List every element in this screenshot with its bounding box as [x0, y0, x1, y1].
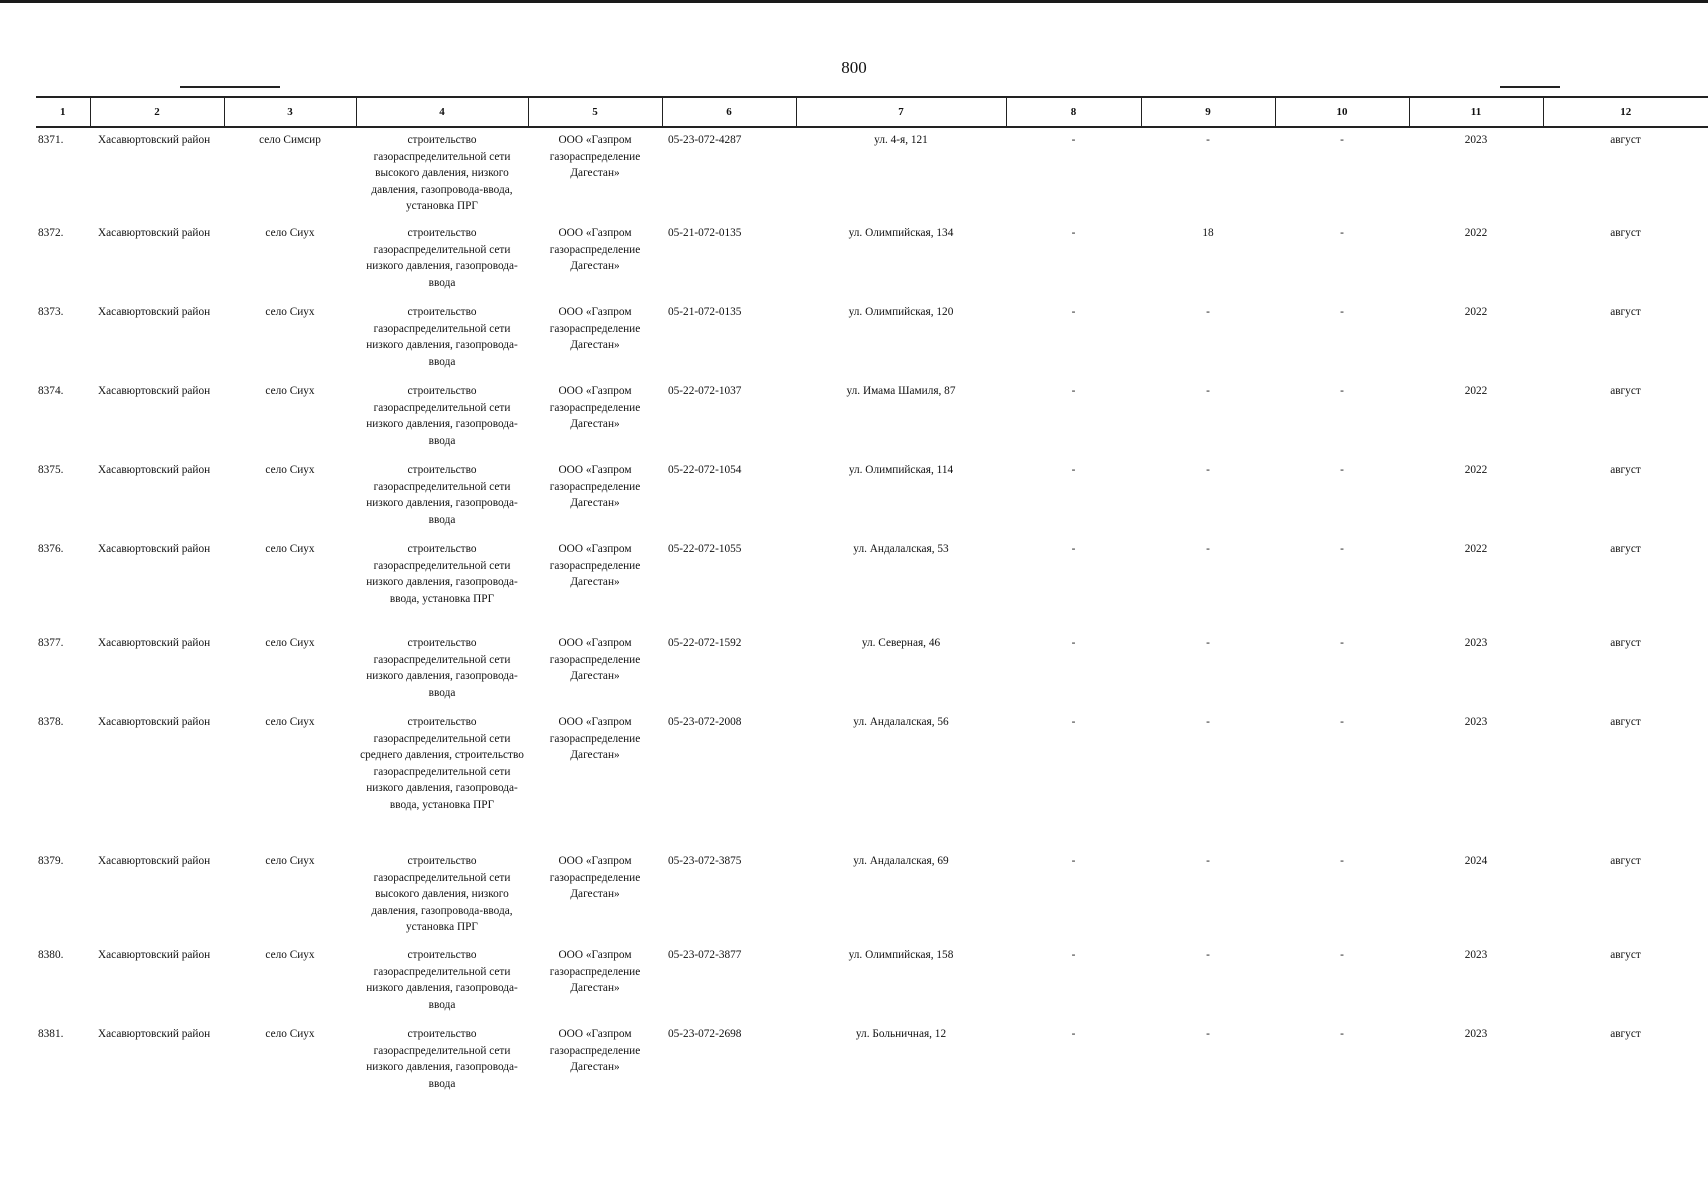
- column-9-cell: -: [1206, 855, 1210, 867]
- work-description-cell: строительство газораспределительной сети низкого давления, газопровода-ввода: [366, 227, 518, 289]
- settlement-cell: село Сиух: [265, 949, 315, 961]
- month-cell: август: [1610, 949, 1641, 961]
- column-10-cell: -: [1340, 716, 1344, 728]
- column-header: 5: [528, 97, 662, 127]
- year-cell: 2023: [1464, 637, 1488, 649]
- year-cell: 2022: [1464, 227, 1488, 239]
- column-header: 8: [1006, 97, 1141, 127]
- column-9-cell: -: [1206, 134, 1210, 146]
- organization-cell: ООО «Газпром газораспределение Дагестан»: [549, 949, 641, 994]
- column-10-cell: -: [1340, 227, 1344, 239]
- row-number: 8371.: [38, 134, 64, 146]
- address-cell: ул. Андалалская, 69: [853, 855, 949, 867]
- column-number-header: [36, 97, 1708, 127]
- code-cell: 05-22-072-1592: [668, 637, 742, 649]
- column-9-cell: -: [1206, 543, 1210, 555]
- code-cell: 05-23-072-2008: [668, 716, 742, 728]
- column-10-cell: -: [1340, 855, 1344, 867]
- table-row: [36, 710, 1708, 849]
- column-10-cell: -: [1340, 306, 1344, 318]
- work-description-cell: строительство газораспределительной сети низкого давления, газопровода-ввода, установка ПРГ: [366, 543, 518, 605]
- work-description-cell: строительство газораспределительной сети среднего давления, строительство газораспределительной сети низкого давления, газопровода-ввода, установка ПРГ: [360, 716, 524, 811]
- code-cell: 05-22-072-1054: [668, 464, 742, 476]
- row-number: 8373.: [38, 306, 64, 318]
- column-9-cell: -: [1206, 1028, 1210, 1040]
- register-table: [36, 96, 1708, 1106]
- table-row: [36, 300, 1708, 379]
- row-number: 8374.: [38, 385, 64, 397]
- district-cell: Хасавюртовский район: [98, 227, 211, 239]
- year-cell: 2024: [1464, 855, 1488, 867]
- column-9-cell: -: [1206, 385, 1210, 397]
- district-cell: Хасавюртовский район: [98, 716, 211, 728]
- district-cell: Хасавюртовский район: [98, 134, 211, 146]
- settlement-cell: село Сиух: [265, 543, 315, 555]
- column-9-cell: -: [1206, 949, 1210, 961]
- code-cell: 05-23-072-2698: [668, 1028, 742, 1040]
- district-cell: Хасавюртовский район: [98, 385, 211, 397]
- column-9-cell: 18: [1202, 227, 1214, 239]
- column-8-cell: -: [1071, 385, 1076, 397]
- organization-cell: ООО «Газпром газораспределение Дагестан»: [549, 1028, 641, 1073]
- address-cell: ул. Больничная, 12: [855, 1028, 947, 1040]
- address-cell: ул. Олимпийская, 134: [848, 227, 954, 239]
- row-number: 8379.: [38, 855, 64, 867]
- year-cell: 2023: [1464, 1028, 1488, 1040]
- work-description-cell: строительство газораспределительной сети низкого давления, газопровода-ввода: [366, 1028, 518, 1090]
- address-cell: ул. Андалалская, 56: [853, 716, 949, 728]
- organization-cell: ООО «Газпром газораспределение Дагестан»: [549, 543, 641, 588]
- address-cell: ул. Олимпийская, 114: [848, 464, 954, 476]
- district-cell: Хасавюртовский район: [98, 1028, 211, 1040]
- code-cell: 05-23-072-3875: [668, 855, 742, 867]
- code-cell: 05-23-072-3877: [668, 949, 742, 961]
- column-header: 3: [224, 97, 356, 127]
- year-cell: 2023: [1464, 134, 1488, 146]
- table-row: [36, 1022, 1708, 1106]
- row-number: 8381.: [38, 1028, 64, 1040]
- settlement-cell: село Сиух: [265, 464, 315, 476]
- table-body: [36, 127, 1708, 1106]
- district-cell: Хасавюртовский район: [98, 306, 211, 318]
- address-cell: ул. 4-я, 121: [874, 134, 928, 146]
- column-8-cell: -: [1071, 637, 1076, 649]
- address-cell: ул. Олимпийская, 158: [848, 949, 954, 961]
- district-cell: Хасавюртовский район: [98, 637, 211, 649]
- column-8-cell: -: [1071, 306, 1076, 318]
- work-description-cell: строительство газораспределительной сети низкого давления, газопровода-ввода: [366, 464, 518, 526]
- district-cell: Хасавюртовский район: [98, 949, 211, 961]
- year-cell: 2022: [1464, 543, 1488, 555]
- column-10-cell: -: [1340, 543, 1344, 555]
- column-header: 10: [1275, 97, 1409, 127]
- table-row: [36, 631, 1708, 710]
- column-header: 7: [796, 97, 1006, 127]
- column-10-cell: -: [1340, 949, 1344, 961]
- column-8-cell: -: [1071, 716, 1076, 728]
- column-header: 4: [356, 97, 528, 127]
- column-8-cell: -: [1071, 134, 1076, 146]
- table-row: [36, 943, 1708, 1022]
- code-cell: 05-23-072-4287: [668, 134, 742, 146]
- table-row: [36, 537, 1708, 631]
- settlement-cell: село Сиух: [265, 1028, 315, 1040]
- address-cell: ул. Северная, 46: [861, 637, 941, 649]
- settlement-cell: село Сиух: [265, 855, 315, 867]
- work-description-cell: строительство газораспределительной сети высокого давления, низкого давления, газопровода-ввода, установка ПРГ: [371, 134, 513, 212]
- organization-cell: ООО «Газпром газораспределение Дагестан»: [549, 227, 641, 272]
- column-10-cell: -: [1340, 464, 1344, 476]
- address-cell: ул. Андалалская, 53: [853, 543, 949, 555]
- column-9-cell: -: [1206, 716, 1210, 728]
- row-number: 8378.: [38, 716, 64, 728]
- table-row: [36, 379, 1708, 458]
- month-cell: август: [1610, 227, 1641, 239]
- row-number: 8380.: [38, 949, 64, 961]
- month-cell: август: [1610, 464, 1641, 476]
- code-cell: 05-22-072-1055: [668, 543, 742, 555]
- page-number: 800: [841, 58, 867, 77]
- settlement-cell: село Сиух: [265, 637, 315, 649]
- column-10-cell: -: [1340, 1028, 1344, 1040]
- organization-cell: ООО «Газпром газораспределение Дагестан»: [549, 637, 641, 682]
- column-header: 12: [1543, 97, 1708, 127]
- column-8-cell: -: [1071, 1028, 1076, 1040]
- organization-cell: ООО «Газпром газораспределение Дагестан»: [549, 134, 641, 179]
- year-cell: 2023: [1464, 716, 1488, 728]
- district-cell: Хасавюртовский район: [98, 543, 211, 555]
- organization-cell: ООО «Газпром газораспределение Дагестан»: [549, 855, 641, 900]
- year-cell: 2023: [1464, 949, 1488, 961]
- column-8-cell: -: [1071, 464, 1076, 476]
- table-row: [36, 221, 1708, 300]
- settlement-cell: село Сиух: [265, 716, 315, 728]
- organization-cell: ООО «Газпром газораспределение Дагестан»: [549, 464, 641, 509]
- row-number: 8375.: [38, 464, 64, 476]
- column-8-cell: -: [1071, 543, 1076, 555]
- year-cell: 2022: [1464, 385, 1488, 397]
- code-cell: 05-21-072-0135: [668, 227, 742, 239]
- month-cell: август: [1610, 543, 1641, 555]
- column-8-cell: -: [1071, 227, 1076, 239]
- table-row: [36, 127, 1708, 221]
- column-header: 1: [36, 97, 90, 127]
- column-header: 2: [90, 97, 224, 127]
- work-description-cell: строительство газораспределительной сети низкого давления, газопровода-ввода: [366, 306, 518, 368]
- address-cell: ул. Имама Шамиля, 87: [846, 385, 956, 397]
- month-cell: август: [1610, 385, 1641, 397]
- district-cell: Хасавюртовский район: [98, 464, 211, 476]
- column-header: 6: [662, 97, 796, 127]
- column-header: 11: [1409, 97, 1543, 127]
- district-cell: Хасавюртовский район: [98, 855, 211, 867]
- work-description-cell: строительство газораспределительной сети низкого давления, газопровода-ввода: [366, 637, 518, 699]
- code-cell: 05-22-072-1037: [668, 385, 742, 397]
- column-9-cell: -: [1206, 464, 1210, 476]
- month-cell: август: [1610, 1028, 1641, 1040]
- code-cell: 05-21-072-0135: [668, 306, 742, 318]
- scan-top-edge: [0, 0, 1708, 3]
- settlement-cell: село Сиух: [265, 227, 315, 239]
- settlement-cell: село Симсир: [259, 134, 321, 146]
- organization-cell: ООО «Газпром газораспределение Дагестан»: [549, 716, 641, 761]
- year-cell: 2022: [1464, 306, 1488, 318]
- column-header: 9: [1141, 97, 1275, 127]
- organization-cell: ООО «Газпром газораспределение Дагестан»: [549, 306, 641, 351]
- settlement-cell: село Сиух: [265, 306, 315, 318]
- work-description-cell: строительство газораспределительной сети низкого давления, газопровода-ввода: [366, 949, 518, 1011]
- column-9-cell: -: [1206, 306, 1210, 318]
- column-9-cell: -: [1206, 637, 1210, 649]
- table-row: [36, 458, 1708, 537]
- row-number: 8372.: [38, 227, 64, 239]
- year-cell: 2022: [1464, 464, 1488, 476]
- month-cell: август: [1610, 855, 1641, 867]
- work-description-cell: строительство газораспределительной сети низкого давления, газопровода-ввода: [366, 385, 518, 447]
- column-8-cell: -: [1071, 855, 1076, 867]
- column-8-cell: -: [1071, 949, 1076, 961]
- month-cell: август: [1610, 306, 1641, 318]
- header-rule-fragment: [1500, 86, 1560, 88]
- organization-cell: ООО «Газпром газораспределение Дагестан»: [549, 385, 641, 430]
- settlement-cell: село Сиух: [265, 385, 315, 397]
- column-10-cell: -: [1340, 134, 1344, 146]
- work-description-cell: строительство газораспределительной сети высокого давления, низкого давления, газопровода-ввода, установка ПРГ: [371, 855, 513, 933]
- month-cell: август: [1610, 716, 1641, 728]
- table-row: [36, 849, 1708, 943]
- column-10-cell: -: [1340, 385, 1344, 397]
- month-cell: август: [1610, 134, 1641, 146]
- column-10-cell: -: [1340, 637, 1344, 649]
- address-cell: ул. Олимпийская, 120: [848, 306, 954, 318]
- row-number: 8376.: [38, 543, 64, 555]
- row-number: 8377.: [38, 637, 64, 649]
- month-cell: август: [1610, 637, 1641, 649]
- header-rule-fragment: [180, 86, 280, 88]
